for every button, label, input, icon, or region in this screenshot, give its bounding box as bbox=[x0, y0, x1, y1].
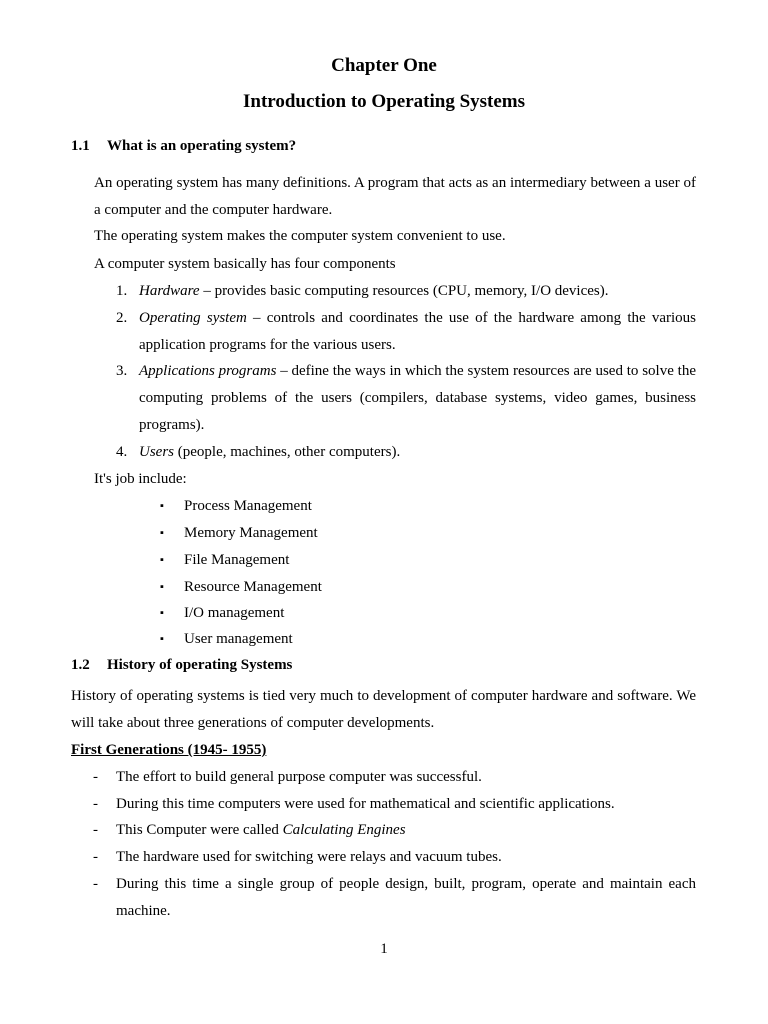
convenience-paragraph: The operating system makes the computer system convenient to use. bbox=[94, 228, 506, 244]
list-item-text: (people, machines, other computers). bbox=[174, 444, 401, 460]
list-item-text: – controls and coordinates the use of the hardware among the various application programs for the various users. bbox=[139, 310, 696, 353]
list-item-text: User management bbox=[184, 631, 293, 647]
list-item-text: This Computer were called bbox=[116, 822, 283, 838]
dash-marker: - bbox=[93, 876, 98, 892]
list-item-number: 2. bbox=[116, 310, 128, 326]
first-generation-heading: First Generations (1945- 1955) bbox=[71, 742, 267, 758]
square-bullet-icon: ▪ bbox=[160, 500, 164, 512]
components-intro: A computer system basically has four components bbox=[94, 256, 396, 272]
jobs-intro: It's job include: bbox=[94, 471, 187, 487]
square-bullet-icon: ▪ bbox=[160, 527, 164, 539]
section-2-title: History of operating Systems bbox=[107, 657, 293, 673]
section-2-heading bbox=[71, 657, 292, 674]
section-1-number: 1.1 bbox=[71, 138, 90, 154]
list-item-number: 3. bbox=[116, 363, 128, 379]
list-item-text: The hardware used for switching were relays and vacuum tubes. bbox=[116, 849, 502, 865]
list-item-text: Process Management bbox=[184, 498, 312, 514]
page-number: 1 bbox=[380, 941, 388, 957]
list-item-text: During this time computers were used for mathematical and scientific applications. bbox=[116, 796, 615, 812]
list-item-emphasis: Calculating Engines bbox=[282, 822, 406, 838]
square-bullet-icon: ▪ bbox=[160, 607, 164, 619]
chapter-title: Introduction to Operating Systems bbox=[242, 91, 526, 112]
list-item-text: Memory Management bbox=[184, 525, 318, 541]
square-bullet-icon: ▪ bbox=[160, 633, 164, 645]
list-item-term: Hardware bbox=[139, 283, 200, 299]
dash-marker: - bbox=[93, 769, 98, 785]
section-1-heading bbox=[71, 138, 296, 155]
square-bullet-icon: ▪ bbox=[160, 554, 164, 566]
list-item-term: Operating system bbox=[139, 310, 247, 326]
list-item-text: Resource Management bbox=[184, 579, 322, 595]
section-2-number: 1.2 bbox=[71, 657, 90, 673]
history-paragraph: History of operating systems is tied very much to development of computer hardware and software. We will take about three generations of computer developments. bbox=[71, 688, 696, 731]
list-item-number: 1. bbox=[116, 283, 128, 299]
chapter-label: Chapter One bbox=[331, 55, 437, 76]
square-bullet-icon: ▪ bbox=[160, 581, 164, 593]
dash-marker: - bbox=[93, 849, 98, 865]
list-item-text: I/O management bbox=[184, 605, 285, 621]
dash-marker: - bbox=[93, 822, 98, 838]
list-item-term: Applications programs bbox=[139, 363, 277, 379]
definition-paragraph: An operating system has many definitions. A program that acts as an intermediary between a user of a computer and the computer hardware. bbox=[94, 175, 696, 218]
list-item-text: – provides basic computing resources (CPU, memory, I/O devices). bbox=[199, 283, 609, 299]
dash-marker: - bbox=[93, 796, 98, 812]
list-item-text: During this time a single group of people design, built, program, operate and maintain each machine. bbox=[116, 876, 696, 919]
list-item-text: – define the ways in which the system resources are used to solve the computing problems of the users (compilers, database systems, video games, business programs). bbox=[139, 363, 696, 433]
section-1-title: What is an operating system? bbox=[107, 138, 297, 154]
list-item-number: 4. bbox=[116, 444, 128, 460]
list-item-term: Users bbox=[139, 444, 175, 460]
list-item-text: The effort to build general purpose computer was successful. bbox=[116, 769, 482, 785]
list-item-text: File Management bbox=[184, 552, 290, 568]
